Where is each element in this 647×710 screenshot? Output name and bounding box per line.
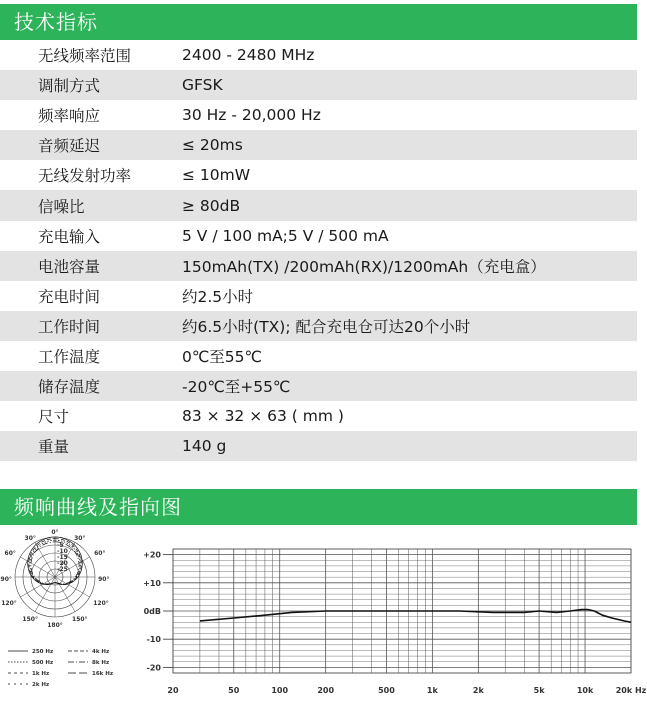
spec-value: 30 Hz - 20,000 Hz	[182, 106, 321, 125]
legend-label: 2k Hz	[32, 682, 50, 688]
spec-row	[0, 311, 637, 341]
polar-angle-label: 150°	[72, 616, 88, 623]
y-tick-label: +20	[143, 550, 161, 560]
spec-label: 频率响应	[38, 107, 101, 126]
spec-row	[0, 40, 637, 70]
spec-label: 电池容量	[38, 257, 101, 276]
spec-row	[0, 100, 637, 130]
polar-angle-label: 120°	[93, 600, 109, 607]
polar-angle-label: 30°	[74, 534, 86, 542]
spec-label: 充电时间	[38, 287, 101, 306]
spec-row	[0, 130, 637, 160]
polar-angle-label: 120°	[1, 600, 17, 607]
spec-label: 信噪比	[38, 197, 85, 216]
y-tick-label: -10	[146, 635, 161, 645]
polar-ring-label: -5	[57, 542, 64, 549]
spec-value: ≥ 80dB	[182, 196, 241, 215]
spec-row	[0, 70, 637, 100]
legend-label: 250 Hz	[32, 649, 54, 655]
spec-label: 工作时间	[38, 317, 101, 336]
spec-row	[0, 401, 637, 431]
x-tick-label: 100	[271, 686, 289, 695]
spec-row	[0, 341, 637, 371]
x-tick-label: 200	[317, 686, 335, 695]
spec-value: 约6.5小时(TX); 配合充电仓可达20个小时	[182, 317, 471, 336]
polar-angle-label: 60°	[4, 550, 16, 557]
spec-label: 无线频率范围	[38, 47, 132, 66]
spec-table	[0, 40, 637, 461]
x-tick-label: 2k	[472, 686, 484, 695]
spec-row	[0, 281, 637, 311]
spec-label: 工作温度	[38, 347, 101, 366]
polar-angle-label: 150°	[22, 616, 38, 623]
spec-label: 调制方式	[38, 77, 101, 96]
spec-value: 约2.5小时	[182, 287, 254, 306]
legend-label: 8k Hz	[92, 660, 110, 666]
spec-value: 0℃至55℃	[182, 347, 262, 366]
spec-value: 140 g	[182, 437, 227, 456]
y-tick-label: 0dB	[143, 607, 161, 616]
polar-ring-label: -20	[57, 560, 68, 567]
spec-row	[0, 431, 637, 461]
x-tick-label: 50	[228, 686, 240, 695]
spec-label: 无线发射功率	[38, 167, 132, 186]
spec-row	[0, 221, 637, 251]
polar-ring-label: -10	[57, 548, 68, 555]
spec-value: 83 × 32 × 63 ( mm )	[182, 407, 344, 426]
spec-label: 充电输入	[38, 227, 101, 246]
polar-angle-label: 30°	[24, 534, 36, 542]
x-tick-label: 20	[167, 686, 179, 695]
spec-value: ≤ 10mW	[182, 166, 251, 185]
legend-label: 16k Hz	[92, 671, 114, 677]
spec-row	[0, 371, 637, 401]
legend-label: 1k Hz	[32, 671, 50, 677]
y-tick-label: +10	[143, 578, 161, 588]
spec-row	[0, 190, 637, 220]
x-tick-label: 20k Hz	[615, 686, 647, 695]
spec-value: ≤ 20ms	[182, 136, 243, 155]
legend-label: 500 Hz	[32, 660, 54, 666]
spec-section-title: 技术指标	[0, 4, 637, 40]
polar-ring-label: -15	[57, 554, 68, 561]
polar-pattern-chart	[0, 531, 130, 701]
polar-ring-label: -25	[57, 566, 68, 573]
x-tick-label: 1k	[426, 686, 438, 695]
y-tick-label: -20	[146, 663, 161, 673]
spec-label: 储存温度	[38, 378, 101, 397]
spec-value: 5 V / 100 mA;5 V / 500 mA	[182, 226, 389, 245]
x-tick-label: 5k	[533, 686, 545, 695]
spec-value: -20℃至+55℃	[182, 378, 291, 397]
polar-angle-label: 90°	[98, 576, 110, 583]
legend-label: 4k Hz	[92, 649, 110, 655]
spec-row	[0, 160, 637, 190]
frequency-response-chart	[138, 538, 647, 700]
polar-angle-label: 60°	[94, 550, 106, 557]
x-tick-label: 10k	[576, 686, 594, 695]
spec-label: 重量	[38, 438, 70, 457]
polar-angle-label: 0°	[51, 529, 59, 537]
polar-angle-label: 90°	[0, 576, 12, 583]
spec-value: 150mAh(TX) /200mAh(RX)/1200mAh（充电盒）	[182, 257, 546, 276]
spec-label: 音频延迟	[38, 137, 101, 156]
freq-section-title: 频响曲线及指向图	[0, 489, 637, 525]
x-tick-label: 500	[378, 686, 395, 695]
spec-label: 尺寸	[38, 408, 70, 427]
spec-value: 2400 - 2480 MHz	[182, 46, 315, 65]
spec-row	[0, 251, 637, 281]
spec-value: GFSK	[182, 76, 223, 95]
polar-angle-label: 180°	[47, 622, 63, 629]
